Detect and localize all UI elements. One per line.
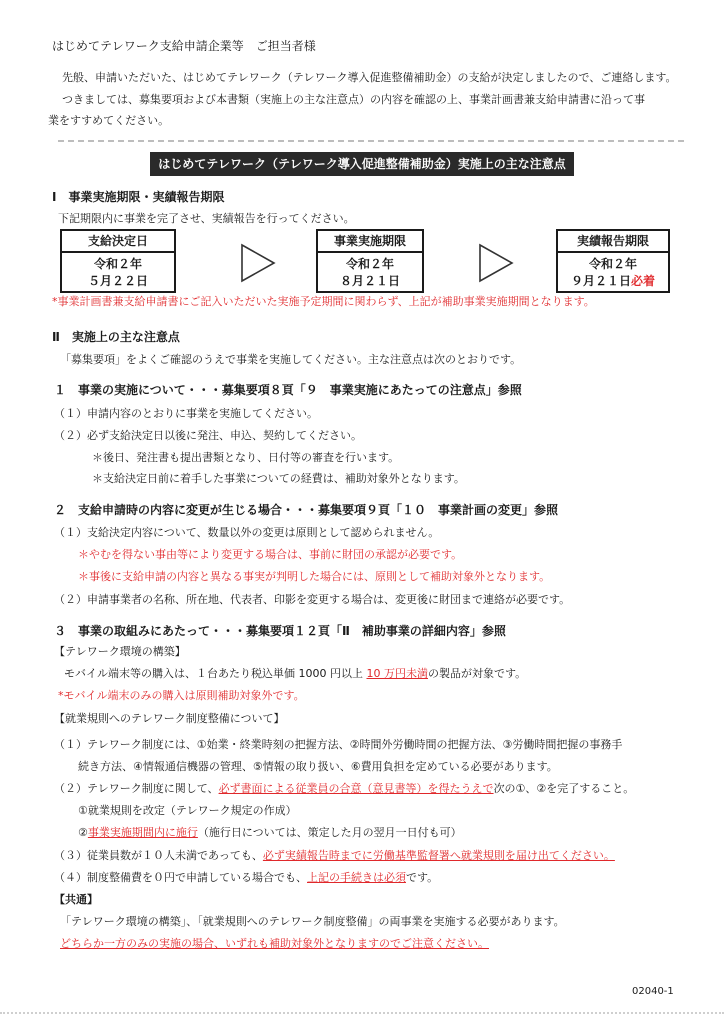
- scan-edge: [0, 1012, 724, 1014]
- box-header: 実績報告期限: [558, 231, 668, 253]
- box-date-suffix: 必着: [631, 274, 656, 288]
- rule-3-emphasis: 必ず実績報告時までに労働基準監督署へ就業規則を届け出てください。: [262, 849, 615, 862]
- item1-heading: １ 事業の実施について・・・募集要項８頁「９ 事業実施にあたっての注意点」参照: [54, 383, 522, 397]
- addressee: はじめてテレワーク支給申請企業等 ご担当者様: [52, 39, 316, 53]
- item3-heading: ３ 事業の取組みにあたって・・・募集要項１２頁「Ⅱ 補助事業の詳細内容」参照: [54, 624, 506, 638]
- rule-2-sub-2-emphasis: 事業実施期間内に施行: [87, 826, 198, 839]
- price-limit: 10 万円未満: [366, 667, 428, 680]
- telework-env-note: *モバイル端末のみの購入は原則補助対象外です。: [58, 689, 305, 702]
- item1-note-1: ＊後日、発注書も提出書類となり、日付等の審査を行います。: [92, 451, 400, 464]
- common-text: 「テレワーク環境の構築」、「就業規則へのテレワーク制度整備」の両事業を実施する必要があります。: [60, 915, 565, 928]
- box-header: 事業実施期限: [318, 231, 422, 253]
- item1-point-2: （２）必ず支給決定日以後に発注、申込、契約してください。: [54, 429, 362, 442]
- work-rules-label: 【就業規則へのテレワーク制度整備について】: [54, 712, 285, 725]
- section1-lead: 下記期限内に事業を完了させ、実績報告を行ってください。: [58, 212, 355, 225]
- dashed-divider: [58, 140, 684, 142]
- rule-1-line-1: （１）テレワーク制度には、①始業・終業時刻の把握方法、②時間外労働時間の把握方法、③労働時間把握の事務手: [54, 738, 623, 751]
- intro-line-1: 先般、申請いただいた、はじめてテレワーク（テレワーク導入促進整備補助金）の支給が決定しましたので、ご連絡します。: [62, 71, 677, 84]
- rule-2-line: （２）テレワーク制度に関して、必ず書面による従業員の合意（意見書等）を得たうえで次の①、②を完了すること。: [54, 782, 635, 795]
- section1-note: *事業計画書兼支給申請書にご記入いただいた実施予定期間に関わらず、上記が補助事業実施期間となります。: [52, 295, 595, 308]
- common-note: どちらか一方のみの実施の場合、いずれも補助対象外となりますのでご注意ください。: [60, 937, 489, 950]
- box-year: 令和２年: [345, 257, 394, 271]
- rule-2-sub-1: ①就業規則を改定（テレワーク規定の作成）: [78, 804, 297, 817]
- rule-4-emphasis: 上記の手続きは必須: [307, 871, 406, 884]
- telework-env-text: モバイル端末等の購入は、１台あたり税込単価 1000 円以上 10 万円未満の製品が対象です。: [64, 667, 527, 680]
- rule-1-line-2: 続き方法、④情報通信機器の管理、⑤情報の取り扱い、⑥費用負担を定めている必要があります。: [78, 760, 558, 773]
- item2-red-note-2: ＊事後に支給申請の内容と異なる事実が判明した場合には、原則として補助対象外となります。: [78, 570, 551, 583]
- box-year: 令和２年: [588, 257, 637, 271]
- box-date: ５月２２日: [87, 274, 148, 288]
- box-date: ８月２１日: [339, 274, 400, 288]
- section-banner: はじめてテレワーク（テレワーク導入促進整備補助金）実施上の主な注意点: [150, 152, 574, 176]
- deadline-box-decision: [60, 229, 176, 293]
- box-date-line: [558, 273, 668, 290]
- rule-2-emphasis: 必ず書面による従業員の合意（意見書等）を得たうえで: [218, 782, 494, 795]
- deadline-box-implementation: [316, 229, 424, 293]
- telework-env-label: 【テレワーク環境の構築】: [54, 645, 186, 658]
- arrow-right-icon: [478, 243, 514, 283]
- intro-line-2: つきましては、募集要項および本書類（実施上の主な注意点）の内容を確認の上、事業計画書兼支給申請書に沿って事: [62, 93, 645, 106]
- item2-heading: ２ 支給申請時の内容に変更が生じる場合・・・募集要項９頁「１０ 事業計画の変更」参照: [54, 503, 559, 517]
- item1-point-1: （１）申請内容のとおりに事業を実施してください。: [54, 407, 318, 420]
- item1-note-2: ＊支給決定日前に着手した事業についての経費は、補助対象外となります。: [92, 472, 465, 485]
- box-header: 支給決定日: [62, 231, 174, 253]
- common-label: 【共通】: [54, 893, 98, 906]
- rule-3-line: （３）従業員数が１０人未満であっても、必ず実績報告時までに労働基準監督署へ就業規則を届け出てください。: [54, 849, 615, 862]
- item2-point-2: （２）申請事業者の名称、所在地、代表者、印影を変更する場合は、変更後に財団まで連絡が必要です。: [54, 593, 571, 606]
- section2-heading: Ⅱ 実施上の主な注意点: [52, 330, 180, 344]
- item2-point-1: （１）支給決定内容について、数量以外の変更は原則として認められません。: [54, 526, 440, 539]
- section1-heading: Ⅰ 事業実施期限・実績報告期限: [52, 190, 225, 204]
- section2-lead: 「募集要項」をよくご確認のうえで事業を実施してください。主な注意点は次のとおりです。: [60, 353, 522, 366]
- deadline-box-report: [556, 229, 670, 293]
- rule-4-line: （４）制度整備費を０円で申請している場合でも、上記の手続きは必須です。: [54, 871, 439, 884]
- box-date: ９月２１日: [570, 274, 631, 288]
- intro-line-3: 業をすすめてください。: [48, 114, 170, 127]
- box-year: 令和２年: [93, 257, 142, 271]
- arrow-right-icon: [240, 243, 276, 283]
- item2-red-note-1: ＊やむを得ない事由等により変更する場合は、事前に財団の承認が必要です。: [78, 548, 463, 561]
- rule-2-sub-2: ②事業実施期間内に施行（施行日については、策定した月の翌月一日付も可）: [78, 826, 462, 839]
- document-code: 02040-1: [632, 986, 674, 997]
